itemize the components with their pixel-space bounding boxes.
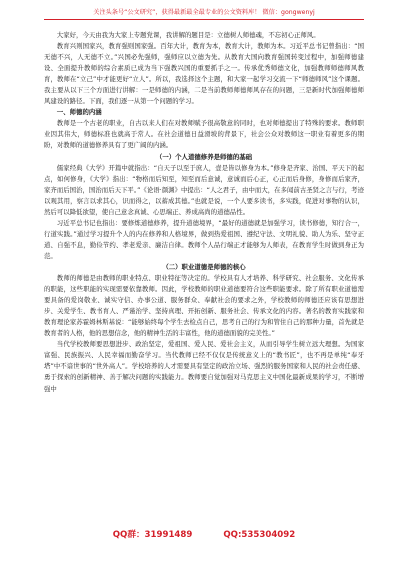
paragraph: 习近平总书记也指出：要修炼道德修养，提升道德境界，“最好的道德就是加强学习，读书修德，知行合一，行道实践。”通过学习提升个人的内在修养和人格境界，做到热爱祖国、遵纪守法、文明礼貌、助人为乐、坚守正道、自强不息，勤俭节约、孝老爱亲、廉洁自律。教师个人品行端正才能够为人师表，在教育学生时做到身正为范。 — [44, 218, 364, 260]
header-banner: 关注头条号“公文研究”，获得最新最全最专业的公文资料库！ 微信：gongwenyj — [44, 8, 364, 20]
paragraph: 大家好，今天由我为大家上专题党课，我讲解的题目是：立德树人师德魂，不忘初心正师风。 — [56, 31, 320, 39]
section-heading: 一、师德的内涵 — [56, 108, 102, 117]
paragraph: 教育兴则国家兴，教育强则国家强。百年大计，教育为本，教育大计，教师为本。习近平总书记曾指出：“国无德不兴，人无德不立。”兴国必先强师，强师应以立德为先。从教育大国向教育强国转变过程中，加强师德建设、全面提升教师的综合素质已成为当下强教兴国的重要抓手之一。传承优秀师德文化，加强教师师德师风教育，教师在“立己”中才能更好“立人”。所以，我选择这个主题，和大家一起学习交流一下“师德师风”这个课题。我主要从以下三个方面进行讲解：一是师德的内涵，二是当前教师师德师风存在的问题，三是新时代加强师德师风建设的路径。下面，我们逐一从第一个问题的学习。 — [44, 42, 364, 106]
footer-contact — [0, 528, 408, 540]
subsection-heading: （二）职业道德是师德的核心 — [162, 262, 246, 271]
paragraph: 教师是一个古老的职业，自古以来人们在对教师赋予很高敬意的同时，也对师德提出了特殊的要求。教师职业因其伟大，师德标准也就高于常人。在社会道德日益滑坡的背景下，社会公众对教师这一职业有着更多的期盼，对教师的道德修养具有了更广阔的内涵。 — [44, 119, 364, 150]
subsection-heading: （一）个人道德修养是师德的基础 — [155, 152, 253, 161]
footer-qq-group: QQ群：31991489 — [112, 530, 193, 540]
paragraph: 教师的师德是由教师的职业特点、职业特征等决定的。学校具有人才培养、科学研究、社会服务、文化传承的职能，这些职能的实现需要依靠教师。因此，学校教师的职业道德要符合这些职能要求。除了所有职业道德需要具备的爱岗敬业、诚实守信、办事公道、服务群众、奉献社会的要求之外，学校教师的师德还应该有思想进步、关爱学生、教书育人、严谨治学、坚持真理、开拓创新、服务社会、传承文化的内容。著名的教育实践家和教育理论家苏霍姆林斯基说：“能够始终每个学生去检点自己，思考自己的行为和管住自己的那种力量，首先就是教育者的人格，他的思想信念，他的精神生活的丰富性，他的道德面貌的完美性。” — [44, 274, 364, 338]
paragraph: 儒家经典《大学》开篇中就指出：“自天子以至于庶人，壹是皆以修身为本。”修身是齐家、治国、平天下的起点，如何修身，《大学》指出：“物格而后知至，知至而后意诚，意诚而后心正，心正而后身修，身修而后家齐，家齐而后国治，国治而后天下平。”《论语·颜渊》中提出：“人之君子，由中而大，在多闻前古圣贤之言与行，考迹以观其用，察言以求其心，识而得之，以蓄成其德。”也就是说，一个人要多读书，多实践，促进对事物的认识，然后可以降低欲望，使自己意念真诚、心思端正、养成高尚的道德品性。 — [44, 163, 364, 216]
document-body — [44, 30, 364, 395]
footer-qq-number: QQ:535304092 — [223, 530, 296, 540]
paragraph: 当代学校教师要思想进步、政治坚定，爱祖国、爱人民、爱社会主义，从而引导学生树立远大理想。为国家富强、民族振兴、人民幸福而勤奋学习。当代教师已经不仅仅是传统意义上的“教书匠”，也不再是单纯“奉牙塔”中不谙世事的“世外高人”。学校培养的人才需要具有坚定的政治立场、强烈的服务国家和人民的社会责任感、勇于探索的创新精神、善于解决问题的实践能力。教师要自觉加强对马克思主义中国化最新成果的学习，不断增强中 — [44, 340, 364, 393]
